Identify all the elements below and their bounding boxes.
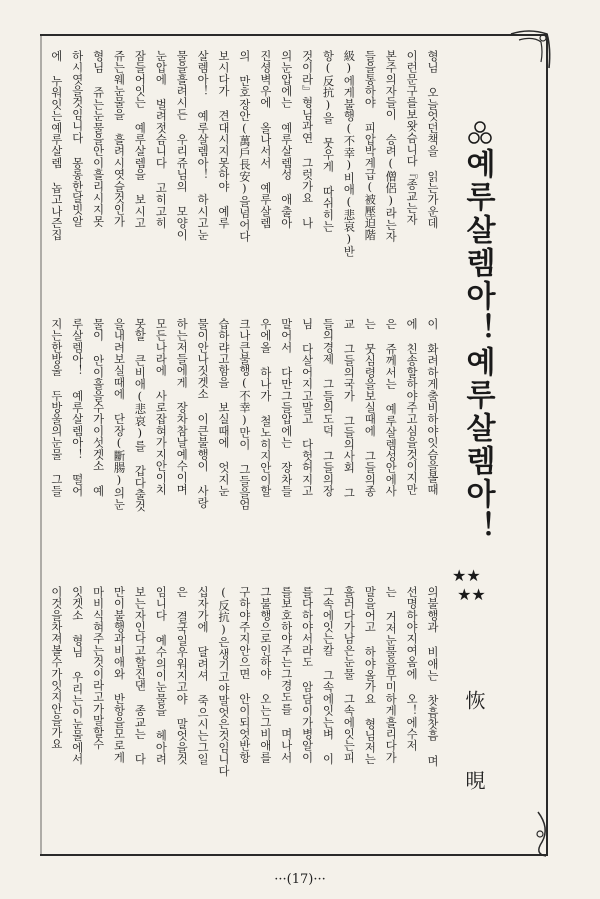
page-number: ···(17)··· [274, 872, 326, 887]
text-column: 못할 큰비애(悲哀)를 갑다출것 [133, 318, 147, 512]
text-column: 를다하야서라도 암담이가병알이 [300, 586, 314, 764]
text-column: 마비식혀주는것이라고가말할수 [91, 586, 105, 750]
text-column: 쥬는웨눈물을 흘려시엿슬것인가 [112, 50, 126, 228]
text-column: 물이안나짓겟소 이큰불행이 사랑 [196, 318, 210, 509]
text-column: 들을통하야 피압박계급(被壓迫階 [363, 50, 377, 241]
text-column: 그속에잇는칼 그속에잇는벼 이 [321, 586, 335, 765]
frame-top-line [40, 34, 548, 36]
text-column: 형님 쥬는눈물을안이흘리시지못 [91, 50, 105, 228]
text-column: 級)에게불행(不幸)비애(悲哀)반 [342, 50, 356, 258]
text-column: 는 뭇심령을보실때에 그들의종 [363, 318, 377, 497]
text-column: 님 다살어지고말고 다헛허지고 [300, 318, 314, 497]
text-column: 본주의자들이 승려(僧侶)라는자 [384, 50, 398, 243]
article-title: 예루살렘아！예루살렘아！ [460, 148, 495, 544]
corner-ornament-icon [505, 26, 555, 76]
text-column: 습하랴고함을 보실때에 엇지눈 [217, 318, 230, 497]
text-column: 에 친송할하야주고심을것이지만 [405, 318, 419, 496]
author-name: 恢 晛 [462, 690, 486, 808]
text-column: 구하야주지안으면 안이되엇반항 [237, 586, 251, 764]
text-column: 에 누워잇는예루살렘 놉고나즌집 [49, 50, 63, 241]
text-column: 이것을차져볼수가잇지안을가요 [49, 586, 63, 750]
text-column: 이런문구를보왓슴니다『종교는자 [405, 50, 419, 226]
text-column: 는 거저눈물을무미하게흘리다가 [384, 586, 398, 764]
text-column: 선명하야지여옴에 오！에수저 [405, 586, 419, 752]
frame-left-line [40, 34, 42, 856]
frame-right-line [546, 34, 548, 856]
text-column: 을내려보실때에 단장(斷腸)의눈 [112, 318, 126, 511]
star-icons: ★★ ★★ [452, 566, 486, 604]
text-column: 를보호하야주는그경도를 며나서 [279, 586, 293, 764]
text-column: 우에올 하나가 철노히지안이할 [258, 318, 272, 497]
text-column: 보는자인다고할진댄 종교는 다 [133, 586, 147, 765]
text-column: 것이라』형님과연 그럿가요 나 [300, 50, 314, 229]
text-column: 살렘아！ 예루살렘아！ 하시고눈 [196, 50, 210, 241]
text-column: 항(反抗)을 뭇우게 따쉬히는 [321, 50, 335, 233]
text-column: 의 만호장안(萬戶長安)을넘어다 [237, 50, 251, 243]
text-column: (反抗)은생기고야말엇은것임니다 [217, 586, 230, 777]
text-column: 만이불행과비애와 반항을모로게 [112, 586, 126, 764]
text-column: 의불행과 비애는 찻흠찻흠 며 [426, 586, 439, 767]
text-column: 이 화려하게출비하야잇슴을볼때 [426, 318, 439, 496]
text-column: 십자가에 달려셔 죽으시는그일 [196, 586, 210, 765]
text-column: 들의경제 그들의도덕 그들의장 [321, 318, 335, 497]
text-column: 루살렘아！ 예루살렘아！ 떨어 [70, 318, 84, 497]
text-column: 모든나라에 사로잡혀가지안이치 [154, 318, 168, 496]
text-column: 보시다가 견대시지못하야 예루 [217, 50, 230, 229]
text-column: 하시엿을것임니다 몽롱한달빗알 [70, 50, 84, 228]
text-column: 지는한방울 두방울의눈물 그들 [49, 318, 63, 497]
text-column: 형님 오늘엇던책을 읽는가운데 [426, 50, 439, 229]
text-column: 눈압에 벌려젓슴니다 고히고히 [154, 50, 168, 229]
text-column: 그불행으로인하야 오는그비애를 [258, 586, 272, 764]
text-column: 말을어고 하야올가요 형님저는 [363, 586, 377, 765]
text-column: 잠들어잇는 예루살렘을 보시고 [133, 50, 147, 229]
text-column: 크나큰불행(不幸)만이 그들을엄 [237, 318, 251, 511]
text-column: 물을흘려시든 우리쥬님의 모양이 [175, 50, 189, 241]
text-column: 임니다 예수의이눈물을 헤아려 [154, 586, 168, 765]
text-column: 은 결국일우워지고야 말엇을것 [175, 586, 189, 765]
text-column: 물이 안이흘을수가이섯겟소 예 [91, 318, 105, 497]
text-column: 교 그들의국가 그들의사회 그 [342, 318, 356, 499]
text-column: 흘러다가남은눈물 그속에잇는피 [342, 586, 356, 764]
text-column: 하는저들에게 장차참날예수이며 [175, 318, 189, 496]
corner-ornament-icon [520, 808, 554, 858]
frame-bottom-line [40, 854, 548, 856]
text-column: 말어서 다만그들압에는 장차들 [279, 318, 293, 497]
text-column: 진셩벽우에 올나서서 예루살렘 [258, 50, 272, 229]
text-column: 잇겟소 형님 우리는이눈물에서 [70, 586, 84, 765]
text-column: 은 쥬께서는 예루살렘성안에사 [384, 318, 398, 497]
text-column: 의눈압에는 예루살렘성 애출아 [279, 50, 293, 229]
title-circles-icon [464, 112, 496, 148]
